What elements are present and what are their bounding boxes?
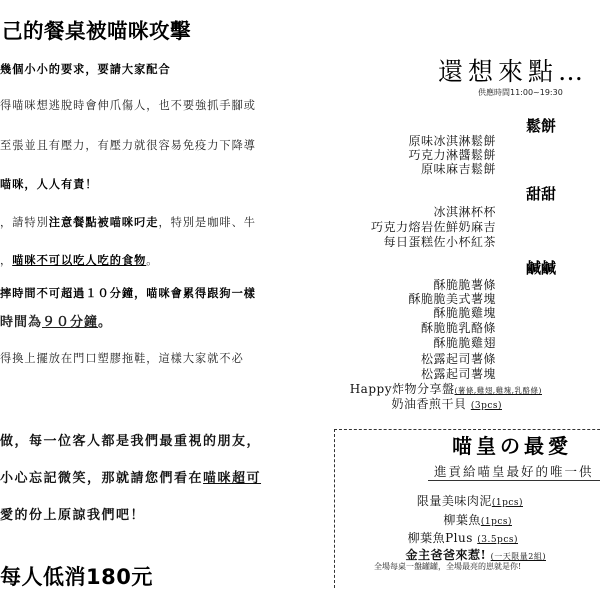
rule-line-6 <box>0 252 158 268</box>
rule-line-9 <box>0 350 244 366</box>
menu-item: 松露起司薯塊 <box>420 367 496 381</box>
menu-title: 還想來點… <box>438 57 589 86</box>
closing-emphasis: 喵咪超可 <box>203 471 262 486</box>
closing-text: 小心忘記微笑，那就請您們看在 <box>0 471 204 486</box>
rule-text: 至張並且有壓力，有壓力就很容易免疫力下降導 <box>0 139 256 152</box>
section-title-savory: 鹹鹹 <box>525 259 556 277</box>
rule-line-4 <box>0 176 98 192</box>
rule-text: 摔時間不可超過１０分鐘，喵咪會累得跟狗一樣 <box>0 286 256 300</box>
rule-text: 時間為 <box>0 315 43 330</box>
menu-item: 巧克力淋醬鬆餅 <box>408 148 496 162</box>
menu-item-name: 奶油香煎干貝 <box>391 397 467 411</box>
rule-text: 。 <box>98 315 113 330</box>
cat-item-name: 柳葉魚Plus <box>407 531 473 545</box>
cat-item-note: (1pcs) <box>491 498 523 508</box>
cat-menu-item <box>417 492 523 509</box>
menu-item: 每日蛋糕佐小杯紅茶 <box>383 235 496 249</box>
section-title-waffles: 鬆餅 <box>525 117 556 135</box>
menu-item-name: Happy炸物分享盤 <box>349 382 455 396</box>
rule-line-8 <box>0 311 112 330</box>
cat-item-name: 柳葉魚 <box>443 513 481 527</box>
rules-title: 己的餐桌被喵咪攻擊 <box>2 19 191 43</box>
cat-menu-item <box>408 529 518 546</box>
divider <box>428 480 600 481</box>
menu-item: 酥脆脆薯條 <box>433 278 496 292</box>
rule-line-2 <box>0 97 256 113</box>
cat-favorites-subtitle: 進貢給喵皇最好的唯一供 <box>434 464 594 479</box>
menu-item-note: (3pcs) <box>470 401 502 411</box>
rule-line-1 <box>0 61 171 77</box>
cat-item-note: (一天限量2組) <box>490 552 546 561</box>
rule-text: 。 <box>146 254 159 267</box>
house-rules-page <box>0 0 290 600</box>
menu-item: 巧克力熔岩佐鮮奶麻吉 <box>370 220 496 234</box>
page-gap <box>290 0 312 600</box>
rule-text: ，特別是咖啡、牛 <box>158 216 256 229</box>
cat-item-note: (1pcs) <box>480 517 512 527</box>
closing-line-1: 做，每一位客人都是我們最重視的朋友， <box>0 434 262 449</box>
closing-line-2 <box>0 467 261 486</box>
menu-hours: 供應時間11:00~19:30 <box>478 88 563 97</box>
menu-item-note: (薯條,雞翅,雞塊,乳酪條) <box>454 386 542 395</box>
rule-text: 幾個小小的要求，要請大家配合 <box>0 62 171 76</box>
menu-item: 冰淇淋杯杯 <box>433 205 496 219</box>
menu-item: 酥脆脆美式薯塊 <box>408 292 496 306</box>
cat-item-name: 金主爸爸來惹! <box>405 548 487 562</box>
cat-favorites-area <box>312 0 600 600</box>
rule-line-5 <box>0 214 256 230</box>
menu-item: 松露起司薯條 <box>420 352 496 366</box>
cat-favorites-title: 喵皇の最愛 <box>452 434 572 458</box>
cat-menu-item <box>443 511 512 528</box>
rule-text: 得換上擺放在門口塑膠拖鞋，這樣大家就不必 <box>0 352 244 365</box>
rule-emphasis: ９０分鐘 <box>42 315 99 330</box>
closing-line-3: 愛的份上原諒我們吧！ <box>0 508 146 523</box>
menu-item: 酥脆脆雞翅 <box>433 336 496 350</box>
cat-item-name: 限量美味肉泥 <box>416 494 492 508</box>
rule-emphasis: 喵咪不可以吃人吃的食物 <box>12 253 147 267</box>
rule-text: ，請特別 <box>0 216 49 229</box>
menu-item: 酥脆脆雞塊 <box>433 306 496 320</box>
cat-favorites-footnote: 全場每桌一盤罐罐，全場最亮的崽就是你! <box>374 562 522 571</box>
rule-text: ， <box>0 254 13 267</box>
rule-text: 喵咪，人人有責！ <box>0 177 98 191</box>
rule-emphasis: 注意餐點被喵咪叼走 <box>48 215 159 229</box>
rule-line-7 <box>0 285 256 301</box>
section-title-sweets: 甜甜 <box>525 185 556 203</box>
menu-item: 酥脆脆乳酪條 <box>420 321 496 335</box>
menu-item: 原味麻吉鬆餅 <box>420 162 496 176</box>
rule-text: 得喵咪想逃脫時會伸爪傷人，也不要強抓手腳或 <box>0 99 256 112</box>
minimum-charge: 每人低消180元 <box>0 565 153 589</box>
menu-item: 原味冰淇淋鬆餅 <box>408 134 496 148</box>
rule-line-3 <box>0 137 256 153</box>
cat-item-note: (3.5pcs) <box>477 535 518 545</box>
